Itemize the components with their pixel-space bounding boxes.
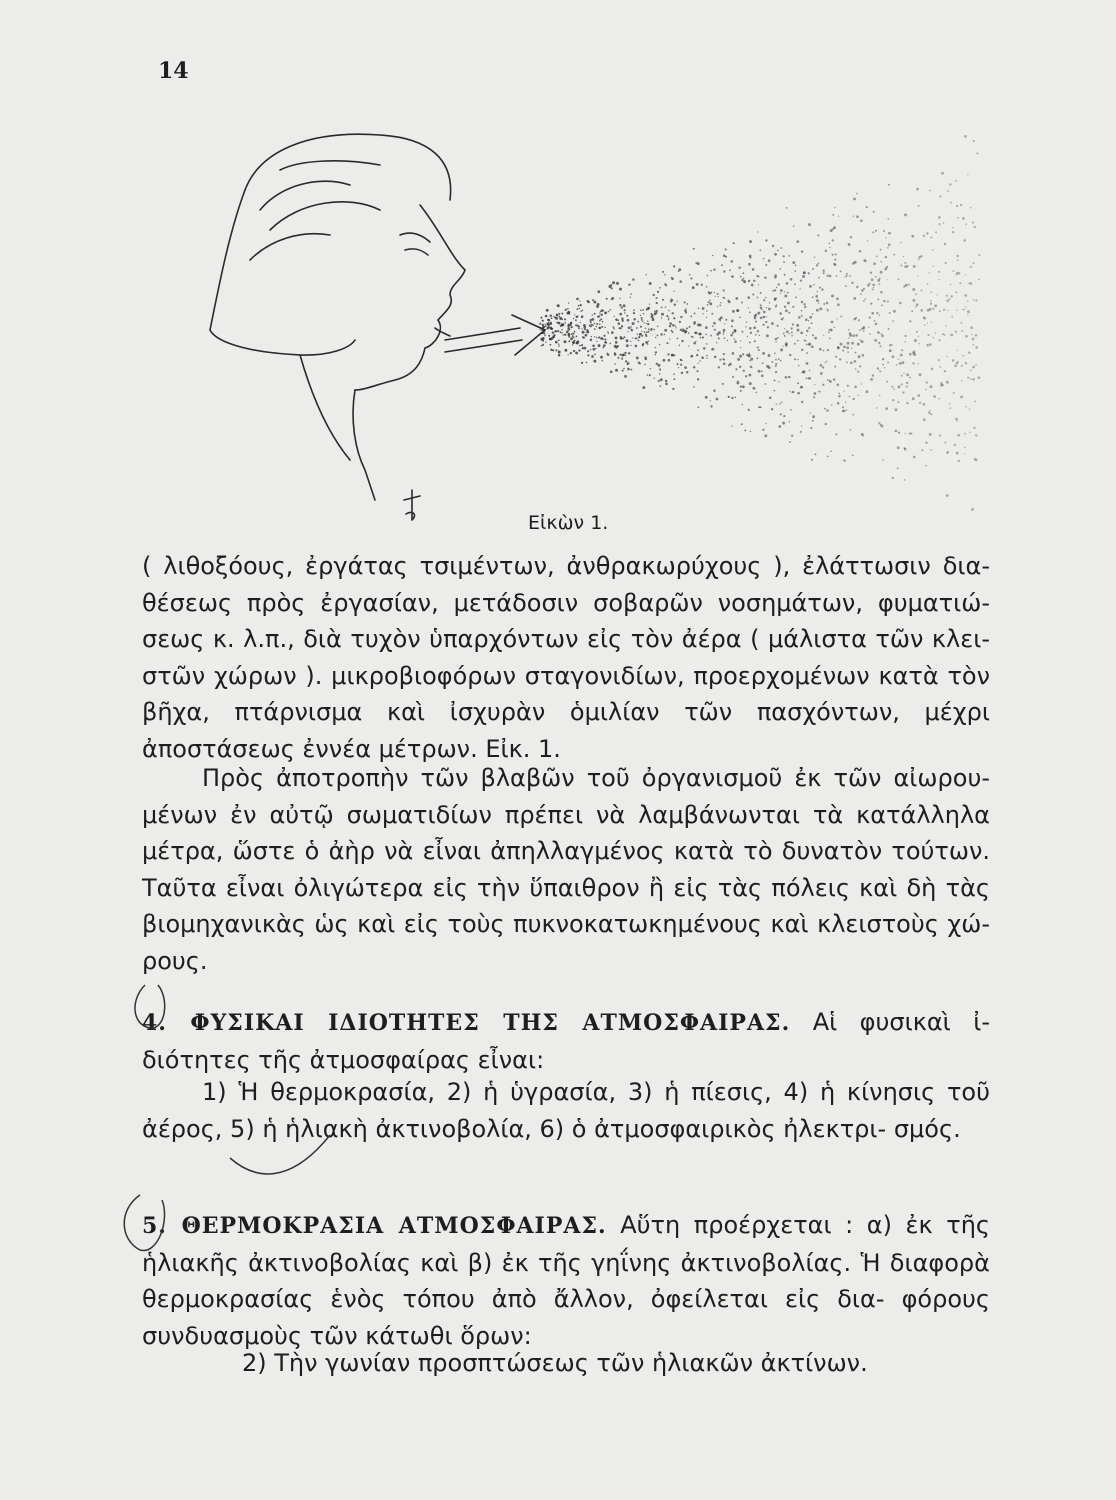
neck (353, 390, 375, 500)
artist-mark (404, 490, 420, 520)
section-4 (142, 1004, 990, 1078)
hair-outline (245, 134, 451, 200)
section-4-text: Αἱ φυσικαὶ ἰ- διότητες τῆς ἀτμοσφαίρας εἶναι: (142, 1008, 991, 1074)
paragraph-1: ( λιθοξόους, ἐργάτας τσιμέντων, ἀνθρακωρύχους ), ἐλάττωσιν δια- θέσεως πρὸς ἐργασίαν, μετάδοσιν σοβαρῶν νοσημάτων, φυματιώ- σεως κ. λ.π., διὰ τυχὸν ὑπαρχόντων εἰς τὸν ἀέρα ( μάλιστα τῶν κλει- στῶν χώρων ). μικροβιοφόρων σταγονιδίων, προερχομένων κατὰ τὸν βῆχα, πτάρνισμα καὶ ἰσχυρὰν ὁμιλίαν τῶν πασχόντων, μέχρι ἀποστάσεως ἐννέα μέτρων. Εἰκ. 1. (142, 552, 990, 763)
illustration (150, 90, 1000, 530)
page-number: 14 (158, 58, 189, 84)
figure-woman-coughing (150, 90, 1000, 530)
figure-caption: Εἰκὼν 1. (528, 512, 609, 534)
section-5 (142, 1207, 990, 1354)
droplet-spray (539, 135, 980, 511)
section-5-heading: 5. ΘΕΡΜΟΚΡΑΣΙΑ ΑΤΜΟΣΦΑΙΡΑΣ. (142, 1213, 607, 1239)
item-2: 2) Τὴν γωνίαν προσπτώσεως τῶν ἡλιακῶν ἀκτίνων. (242, 1349, 868, 1377)
properties-list: 1) Ἡ θερμοκρασία, 2) ἡ ὑγρασία, 3) ἡ πίεσις, 4) ἡ κίνησις τοῦ ἀέρος, 5) ἡ ἡλιακὴ ἀκτινοβολία, 6) ὁ ἀτμοσφαιρικὸς ἠλεκτρι- σμός. (142, 1078, 990, 1143)
section-4-heading: 4. ΦΥΣΙΚΑΙ ΙΔΙΟΤΗΤΕΣ ΤΗΣ ΑΤΜΟΣΦΑΙΡΑΣ. (142, 1010, 791, 1036)
breath-arrow (445, 328, 522, 352)
section-5-text: Αὕτη προέρχεται : α) ἐκ τῆς ἡλιακῆς ἀκτινοβολίας καὶ β) ἐκ τῆς γηΐνης ἀκτινοβολίας. Ἡ διαφορὰ θερμοκρασίας ἑνὸς τόπου ἀπὸ ἄλλον, ὀφείλεται εἰς δια- φόρους συνδυασμοὺς τῶν κάτωθι ὅρων: (142, 1211, 990, 1350)
paragraph-2: Πρὸς ἀποτροπὴν τῶν βλαβῶν τοῦ ὀργανισμοῦ ἐκ τῶν αἰωρου- μένων ἐν αὐτῷ σωματιδίων πρέπει νὰ λαμβάνωνται τὰ κατάλληλα μέτρα, ὥστε ὁ ἀὴρ νὰ εἶναι ἀπηλλαγμένος κατὰ τὸ δυνατὸν τούτων. Ταῦτα εἶναι ὀλιγώτερα εἰς τὴν ὕπαιθρον ἢ εἰς τὰς πόλεις καὶ δὴ τὰς βιομηχανικὰς ὡς καὶ εἰς τοὺς πυκνοκατωκημένους καὶ κλειστοὺς χώ- ρους. (142, 764, 990, 975)
